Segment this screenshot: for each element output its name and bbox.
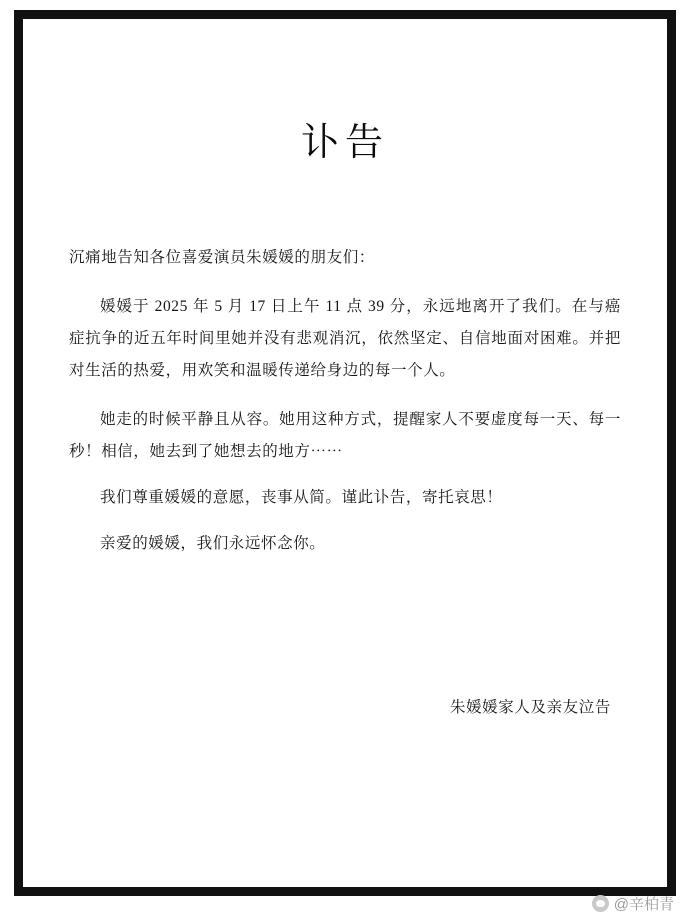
weibo-eye-icon bbox=[592, 895, 609, 912]
paragraph-4: 亲爱的媛媛，我们永远怀念你。 bbox=[100, 534, 326, 552]
paragraph-2: 她走的时候平静且从容。她用这种方式，提醒家人不要虚度每一天、每一秒！相信，她去到了她想去的地方⋯⋯ bbox=[69, 411, 621, 461]
watermark-handle: @辛柏青 bbox=[613, 896, 674, 913]
notice-body bbox=[69, 242, 621, 559]
signature-line: 朱媛媛家人及亲友泣告 bbox=[449, 699, 611, 716]
paragraph-1: 媛媛于 2025 年 5 月 17 日上午 11 点 39 分，永远地离开了我们。在与癌症抗争的近五年时间里她并没有悲观消沉，依然坚定、自信地面对困难。并把对生活的热爱，用欢笑和温暖传递给身边的每一个人。 bbox=[69, 298, 621, 379]
notice-content bbox=[23, 19, 667, 887]
page-title: 讣告 bbox=[300, 122, 389, 164]
paragraph-3: 我们尊重媛媛的意愿，丧事从简。谨此讣告，寄托哀思！ bbox=[100, 488, 503, 506]
weibo-watermark bbox=[592, 893, 674, 914]
salutation-line: 沉痛地告知各位喜爱演员朱媛媛的朋友们： bbox=[69, 249, 375, 266]
mourning-border-frame bbox=[14, 10, 676, 896]
